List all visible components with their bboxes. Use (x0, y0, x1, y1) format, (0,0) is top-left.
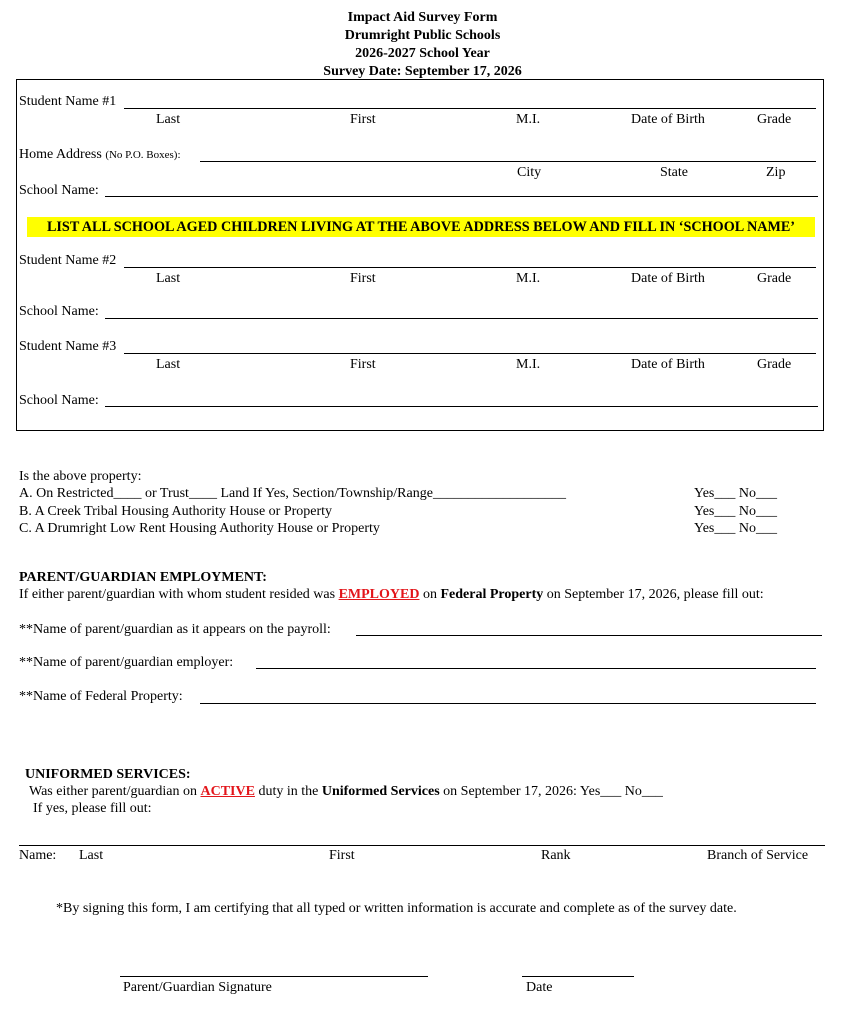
home-address-label (19, 147, 181, 163)
date-label: Date (526, 980, 553, 995)
employed-emphasis: EMPLOYED (338, 587, 420, 602)
home-address-input[interactable] (200, 161, 816, 162)
student3-col-last: Last (156, 357, 181, 372)
student1-col-last: Last (156, 112, 181, 127)
property-item-b-yesno[interactable]: Yes___ No___ (694, 504, 777, 519)
property-item-b: B. A Creek Tribal Housing Authority House or Property (19, 504, 333, 519)
school-name3-input[interactable] (105, 406, 818, 407)
address-col-state: State (660, 165, 688, 180)
uniformed-heading: UNIFORMED SERVICES: (25, 767, 191, 782)
student3-name-input[interactable] (124, 353, 816, 354)
student1-label: Student Name #1 (19, 94, 117, 109)
signature-line[interactable] (120, 976, 428, 977)
school-name1-label: School Name: (19, 183, 99, 198)
student3-col-dob: Date of Birth (631, 357, 705, 372)
property-item-a: A. On Restricted____ or Trust____ Land If Yes, Section/Township/Range___________________ (19, 486, 566, 501)
uniformed-sentence (29, 784, 663, 800)
certification-statement: *By signing this form, I am certifying that all typed or written information is accurate and complete as of the survey date. (56, 901, 737, 916)
employer-name-input[interactable] (256, 668, 816, 669)
property-intro: Is the above property: (19, 469, 142, 484)
payroll-name-input[interactable] (356, 635, 822, 636)
home-address-note: (No P.O. Boxes): (105, 149, 181, 161)
employment-sentence-pre: If either parent/guardian with whom student resided was (19, 587, 339, 602)
federal-property-label: **Name of Federal Property: (19, 689, 183, 704)
student2-col-first: First (350, 271, 376, 286)
instruction-banner: LIST ALL SCHOOL AGED CHILDREN LIVING AT THE ABOVE ADDRESS BELOW AND FILL IN ‘SCHOOL NAME’ (27, 217, 815, 237)
student2-col-grade: Grade (757, 271, 792, 286)
school-name2-label: School Name: (19, 304, 99, 319)
federal-property-input[interactable] (200, 703, 816, 704)
uniformed-name-input[interactable] (19, 845, 825, 846)
uniformed-col-name: Name: (19, 848, 57, 863)
student3-col-grade: Grade (757, 357, 792, 372)
uniformed-col-branch: Branch of Service (707, 848, 809, 863)
student3-label: Student Name #3 (19, 339, 117, 354)
student2-name-input[interactable] (124, 267, 816, 268)
school-year: 2026-2027 School Year (355, 46, 490, 61)
federal-property-emphasis: Federal Property (440, 587, 544, 602)
uniformed-sentence-pre: Was either parent/guardian on (29, 784, 201, 799)
property-item-c: C. A Drumright Low Rent Housing Authority House or Property (19, 521, 380, 536)
employer-name-label: **Name of parent/guardian employer: (19, 655, 234, 670)
home-address-label-text: Home Address (19, 147, 102, 162)
student2-label: Student Name #2 (19, 253, 117, 268)
employment-sentence-mid: on (419, 587, 441, 602)
form-title: Impact Aid Survey Form (347, 10, 498, 25)
employment-sentence (19, 587, 764, 603)
student1-col-mi: M.I. (516, 112, 541, 127)
student1-col-grade: Grade (757, 112, 792, 127)
address-col-city: City (517, 165, 542, 180)
uniformed-col-last: Last (79, 848, 104, 863)
property-item-c-yesno[interactable]: Yes___ No___ (694, 521, 777, 536)
uniformed-services-emphasis: Uniformed Services (321, 784, 440, 799)
uniformed-col-rank: Rank (541, 848, 571, 863)
student1-col-dob: Date of Birth (631, 112, 705, 127)
student-info-box (16, 79, 824, 431)
district-name: Drumright Public Schools (344, 28, 501, 43)
student3-col-mi: M.I. (516, 357, 541, 372)
uniformed-col-first: First (329, 848, 355, 863)
uniformed-sentence-mid: duty in the (254, 784, 322, 799)
uniformed-if-yes: If yes, please fill out: (33, 801, 152, 816)
student2-col-mi: M.I. (516, 271, 541, 286)
uniformed-sentence-post: on September 17, 2026: Yes___ No___ (439, 784, 663, 799)
student1-name-input[interactable] (124, 108, 816, 109)
school-name3-label: School Name: (19, 393, 99, 408)
student1-col-first: First (350, 112, 376, 127)
signature-label: Parent/Guardian Signature (123, 980, 272, 995)
survey-date: Survey Date: September 17, 2026 (323, 64, 522, 79)
property-item-a-yesno[interactable]: Yes___ No___ (694, 486, 777, 501)
school-name1-input[interactable] (105, 196, 818, 197)
address-col-zip: Zip (766, 165, 786, 180)
date-line[interactable] (522, 976, 634, 977)
school-name2-input[interactable] (105, 318, 818, 319)
active-emphasis: ACTIVE (200, 784, 255, 799)
student2-col-last: Last (156, 271, 181, 286)
employment-heading: PARENT/GUARDIAN EMPLOYMENT: (19, 570, 267, 585)
student2-col-dob: Date of Birth (631, 271, 705, 286)
payroll-name-label: **Name of parent/guardian as it appears on the payroll: (19, 622, 331, 637)
employment-sentence-post: on September 17, 2026, please fill out: (543, 587, 764, 602)
student3-col-first: First (350, 357, 376, 372)
